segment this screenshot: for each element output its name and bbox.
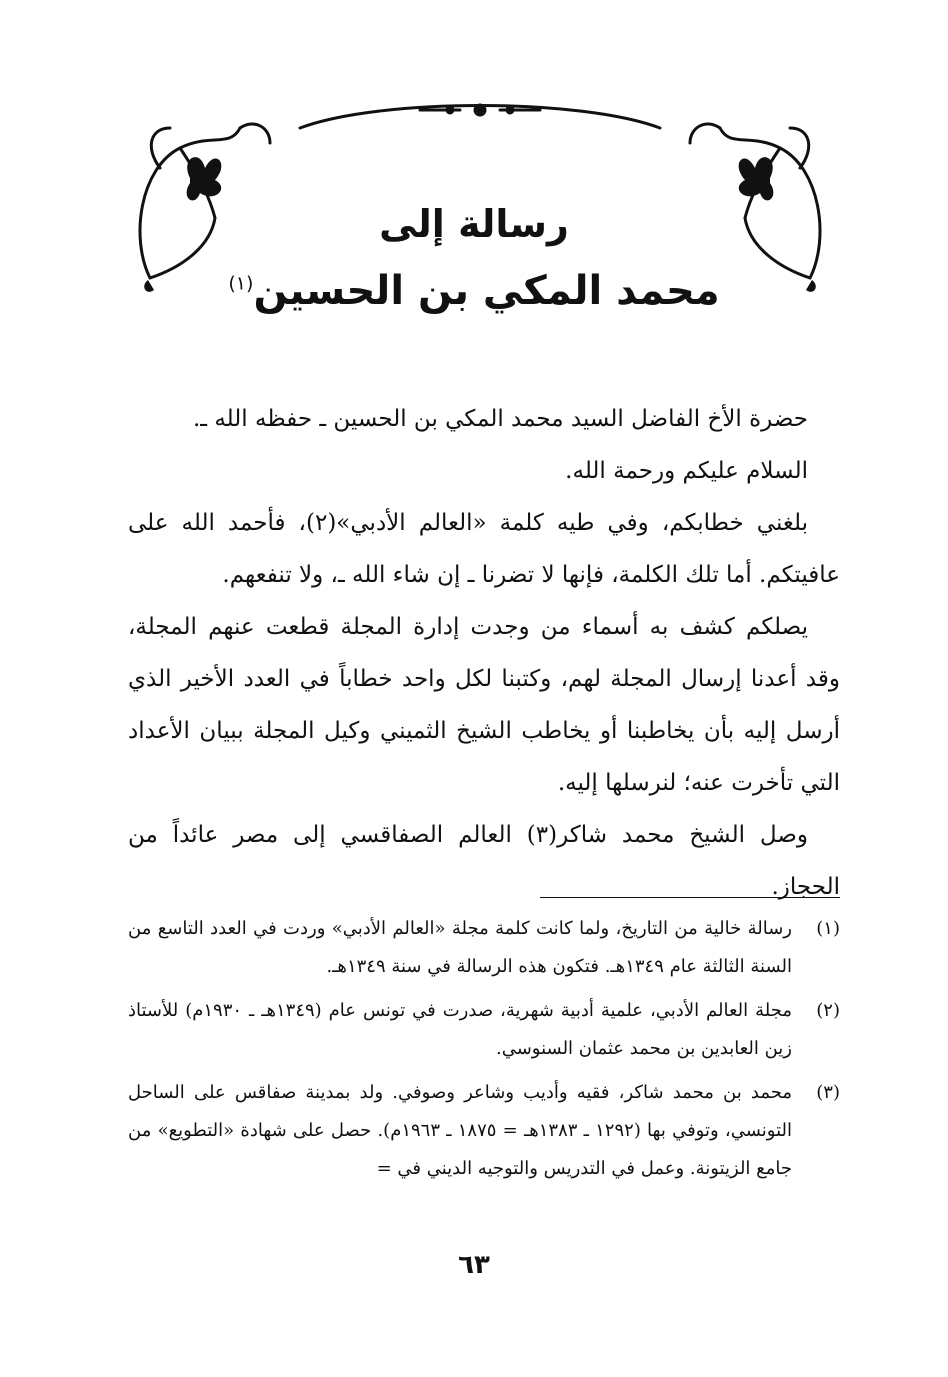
title-footnote-marker: (١): [228, 272, 254, 295]
paragraph-subscribers-list: يصلكم كشف به أسماء من وجدت إدارة المجلة قطعت عنهم المجلة، وقد أعدنا إرسال المجلة لهم، وكتبنا لكل واحد خطاباً في العدد الأخير الذي أرسل إليه بأن يخاطبنا أو يخاطب الشيخ الثميني وكيل المجلة ببيان الأعداد التي تأخرت عنه؛ لنرسلها إليه.: [128, 614, 840, 796]
paragraph-greeting: السلام عليكم ورحمة الله.: [565, 458, 808, 484]
footnote-number: (١): [816, 918, 840, 939]
footnote-text: مجلة العالم الأدبي، علمية أدبية شهرية، صدرت في تونس عام (١٣٤٩هـ ـ ١٩٣٠م) للأستاذ زين العابدين بن محمد عثمان السنوسي.: [128, 1000, 792, 1059]
letter-title: رسالة إلى: [379, 202, 569, 246]
footnote-item: [128, 910, 840, 986]
recipient-name-text: محمد المكي بن الحسين: [253, 268, 720, 314]
page-number: ٦٣: [458, 1250, 490, 1280]
paragraph-salutation: حضرة الأخ الفاضل السيد محمد المكي بن الحسين ـ حفظه الله ـ.: [192, 406, 808, 432]
footnote-divider: [540, 897, 840, 898]
footnote-item: [128, 992, 840, 1068]
footnote-text: محمد بن محمد شاكر، فقيه وأديب وشاعر وصوفي. ولد بمدينة صفاقس على الساحل التونسي، وتوفي بها (١٢٩٢ ـ ١٣٨٣هـ = ١٨٧٥ ـ ١٩٦٣م). حصل على شهادة «التطويع» من جامع الزيتونة. وعمل في التدريس والتوجيه الديني في =: [128, 1082, 793, 1179]
footnote-text: رسالة خالية من التاريخ، ولما كانت كلمة مجلة «العالم الأدبي» وردت في العدد التاسع من السنة الثالثة عام ١٣٤٩هـ. فتكون هذه الرسالة في سنة ١٣٤٩هـ.: [128, 918, 792, 977]
footnote-number: (٣): [816, 1082, 840, 1103]
paragraph-received-letter: بلغني خطابكم، وفي طيه كلمة «العالم الأدبي»(٢)، فأحمد الله على عافيتكم. أما تلك الكلمة، فإنها لا تضرنا ـ إن شاء الله ـ، ولا تنفعهم.: [128, 510, 840, 588]
footnote-item: [128, 1074, 840, 1188]
footnotes: [128, 910, 840, 1194]
recipient-name: [0, 268, 948, 314]
paragraph-sheikh-arrival: وصل الشيخ محمد شاكر(٣) العالم الصفاقسي إلى مصر عائداً من الحجاز.: [128, 822, 840, 900]
letter-body: [128, 393, 840, 913]
footnote-number: (٢): [816, 1000, 840, 1021]
